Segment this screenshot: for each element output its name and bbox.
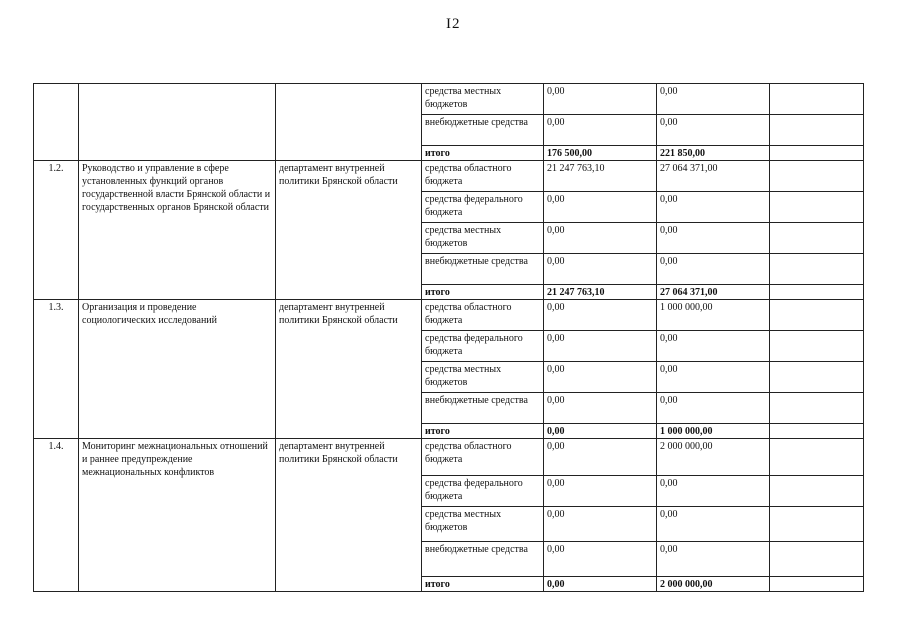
item-executor: департамент внутренней политики Брянской области bbox=[276, 439, 422, 592]
amount-year-2: 0,00 bbox=[657, 115, 770, 146]
empty-cell bbox=[770, 300, 864, 331]
item-name: Организация и проведение социологических исследований bbox=[79, 300, 276, 439]
funding-source: внебюджетные средства bbox=[422, 393, 544, 424]
amount-year-1: 21 247 763,10 bbox=[544, 285, 657, 300]
amount-year-1: 0,00 bbox=[544, 577, 657, 592]
amount-year-1: 0,00 bbox=[544, 507, 657, 542]
empty-cell bbox=[770, 424, 864, 439]
amount-year-1: 0,00 bbox=[544, 192, 657, 223]
amount-year-1: 0,00 bbox=[544, 331, 657, 362]
empty-cell bbox=[770, 254, 864, 285]
funding-source: итого bbox=[422, 146, 544, 161]
item-executor bbox=[276, 84, 422, 161]
amount-year-1: 0,00 bbox=[544, 439, 657, 476]
item-number: 1.2. bbox=[34, 161, 79, 300]
table-row bbox=[34, 161, 864, 192]
funding-source: внебюджетные средства bbox=[422, 542, 544, 577]
funding-source: средства местных бюджетов bbox=[422, 223, 544, 254]
amount-year-1: 0,00 bbox=[544, 424, 657, 439]
funding-source: средства местных бюджетов bbox=[422, 362, 544, 393]
empty-cell bbox=[770, 507, 864, 542]
item-name bbox=[79, 84, 276, 161]
item-number bbox=[34, 84, 79, 161]
amount-year-2: 0,00 bbox=[657, 507, 770, 542]
amount-year-2: 0,00 bbox=[657, 84, 770, 115]
funding-source: внебюджетные средства bbox=[422, 115, 544, 146]
amount-year-2: 0,00 bbox=[657, 393, 770, 424]
empty-cell bbox=[770, 393, 864, 424]
empty-cell bbox=[770, 192, 864, 223]
table-row bbox=[34, 300, 864, 331]
table-row bbox=[34, 439, 864, 476]
item-number: 1.4. bbox=[34, 439, 79, 592]
amount-year-2: 0,00 bbox=[657, 542, 770, 577]
amount-year-2: 27 064 371,00 bbox=[657, 161, 770, 192]
item-number: 1.3. bbox=[34, 300, 79, 439]
funding-source: внебюджетные средства bbox=[422, 254, 544, 285]
table-row bbox=[34, 84, 864, 115]
empty-cell bbox=[770, 84, 864, 115]
page-number: I2 bbox=[446, 16, 461, 32]
funding-table bbox=[33, 83, 864, 592]
amount-year-1: 0,00 bbox=[544, 362, 657, 393]
funding-source: итого bbox=[422, 424, 544, 439]
empty-cell bbox=[770, 285, 864, 300]
empty-cell bbox=[770, 577, 864, 592]
funding-source: средства местных бюджетов bbox=[422, 507, 544, 542]
amount-year-2: 2 000 000,00 bbox=[657, 439, 770, 476]
amount-year-2: 1 000 000,00 bbox=[657, 300, 770, 331]
amount-year-2: 0,00 bbox=[657, 331, 770, 362]
funding-source: средства федерального бюджета bbox=[422, 476, 544, 507]
amount-year-2: 221 850,00 bbox=[657, 146, 770, 161]
amount-year-2: 0,00 bbox=[657, 223, 770, 254]
amount-year-2: 1 000 000,00 bbox=[657, 424, 770, 439]
funding-source: средства местных бюджетов bbox=[422, 84, 544, 115]
empty-cell bbox=[770, 146, 864, 161]
funding-source: средства областного бюджета bbox=[422, 161, 544, 192]
empty-cell bbox=[770, 542, 864, 577]
item-name: Мониторинг межнациональных отношений и раннее предупреждение межнациональных конфликтов bbox=[79, 439, 276, 592]
amount-year-1: 0,00 bbox=[544, 476, 657, 507]
empty-cell bbox=[770, 362, 864, 393]
amount-year-1: 176 500,00 bbox=[544, 146, 657, 161]
amount-year-2: 0,00 bbox=[657, 476, 770, 507]
amount-year-1: 21 247 763,10 bbox=[544, 161, 657, 192]
amount-year-1: 0,00 bbox=[544, 393, 657, 424]
funding-source: средства федерального бюджета bbox=[422, 331, 544, 362]
empty-cell bbox=[770, 331, 864, 362]
funding-source: средства областного бюджета bbox=[422, 439, 544, 476]
amount-year-1: 0,00 bbox=[544, 254, 657, 285]
amount-year-1: 0,00 bbox=[544, 542, 657, 577]
amount-year-1: 0,00 bbox=[544, 115, 657, 146]
amount-year-2: 0,00 bbox=[657, 362, 770, 393]
empty-cell bbox=[770, 439, 864, 476]
item-name: Руководство и управление в сфере установленных функций органов государственной власти Брянской области и государственных органов Брянской области bbox=[79, 161, 276, 300]
empty-cell bbox=[770, 476, 864, 507]
amount-year-2: 0,00 bbox=[657, 254, 770, 285]
empty-cell bbox=[770, 223, 864, 254]
funding-source: итого bbox=[422, 577, 544, 592]
empty-cell bbox=[770, 115, 864, 146]
amount-year-1: 0,00 bbox=[544, 223, 657, 254]
funding-source: итого bbox=[422, 285, 544, 300]
funding-source: средства федерального бюджета bbox=[422, 192, 544, 223]
amount-year-2: 0,00 bbox=[657, 192, 770, 223]
amount-year-2: 2 000 000,00 bbox=[657, 577, 770, 592]
amount-year-1: 0,00 bbox=[544, 300, 657, 331]
amount-year-2: 27 064 371,00 bbox=[657, 285, 770, 300]
empty-cell bbox=[770, 161, 864, 192]
item-executor: департамент внутренней политики Брянской области bbox=[276, 161, 422, 300]
funding-source: средства областного бюджета bbox=[422, 300, 544, 331]
amount-year-1: 0,00 bbox=[544, 84, 657, 115]
item-executor: департамент внутренней политики Брянской области bbox=[276, 300, 422, 439]
